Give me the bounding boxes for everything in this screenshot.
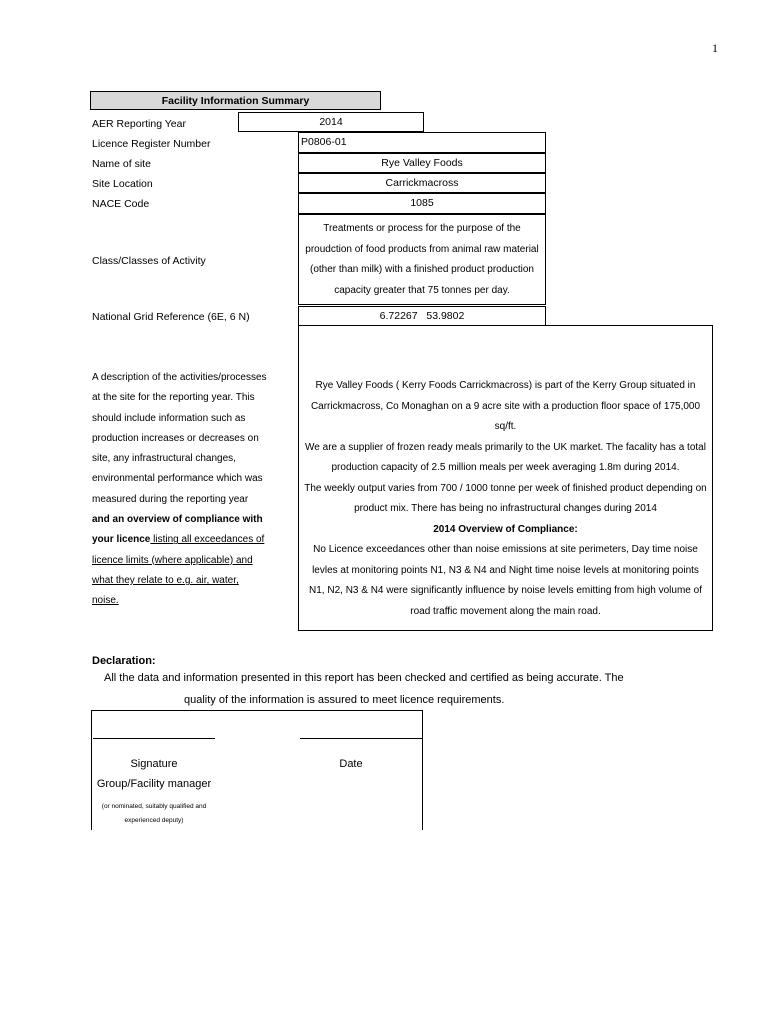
licence-number-value: P0806-01	[298, 132, 546, 153]
site-location-label: Site Location	[92, 178, 153, 190]
description-paragraph-4: No Licence exceedances other than noise emissions at site perimeters, Day time noise levles at monitoring points N1, N3 & N4 and Night time noise levels at monitoring points N1, N2, N3 & N4 were significantly influence by noise levels emitting from high volume of road traffic movement along the main road.	[309, 544, 702, 617]
activity-class-value: Treatments or process for the purpose of the proudction of food products from animal raw material (other than milk) with a finished product production capacity greater that 75 tonnes per day.	[298, 214, 546, 305]
description-paragraph-3: The weekly output varies from 700 / 1000 tonne per week of finished product depending on product mix. There has being no infrastructural changes during 2014	[304, 482, 707, 514]
compliance-heading: 2014 Overview of Compliance:	[433, 523, 578, 535]
declaration-line-2: quality of the information is assured to meet licence requirements.	[184, 694, 505, 706]
description-paragraph-2: We are a supplier of frozen ready meals primarily to the UK market. The facality has a total production capacity of 2.5 million meals per week averaging 1.8m during 2014.	[305, 441, 706, 473]
grid-ref-label: National Grid Reference (6E, 6 N)	[92, 311, 250, 323]
aer-year-label: AER Reporting Year	[92, 118, 186, 130]
description-label-bold: and an overview of compliance with your licence	[92, 514, 263, 546]
grid-ref-n: 53.9802	[426, 310, 465, 322]
description-paragraph-1: Rye Valley Foods ( Kerry Foods Carrickmacross) is part of the Kerry Group situated in Carrickmacross, Co Monaghan on a 9 acre site with a production floor space of 175,000 sq/ft.	[310, 380, 701, 432]
nace-code-value: 1085	[298, 193, 546, 214]
date-line	[300, 738, 422, 739]
role-label: Group/Facility manager	[96, 778, 212, 790]
grid-ref-e: 6.72267	[379, 310, 418, 322]
signature-line	[93, 738, 215, 739]
grid-ref-value	[298, 306, 546, 326]
deputy-note-1: (or nominated, suitably qualified and	[101, 803, 207, 810]
deputy-note-2: experienced deputy)	[124, 817, 184, 824]
site-location-value: Carrickmacross	[298, 173, 546, 193]
description-label-text: A description of the activities/processes at the site for the reporting year. This should include information such as production increases or decreases on site, any infrastructural changes, environmental performance which was measured during the reporting year	[92, 372, 267, 505]
site-name-value: Rye Valley Foods	[298, 153, 546, 173]
site-name-label: Name of site	[92, 158, 151, 170]
signature-label: Signature	[130, 758, 178, 770]
aer-year-value: 2014	[238, 112, 424, 132]
date-label: Date	[339, 758, 363, 770]
page-title: Facility Information Summary	[90, 91, 381, 110]
declaration-line-1: All the data and information presented in this report has been checked and certified as being accurate. The	[104, 672, 624, 684]
page-number: 1	[712, 41, 718, 55]
nace-code-label: NACE Code	[92, 198, 150, 210]
description-label-underline: listing all exceedances of licence limits (where applicable) and what they relate to e.g. air, water, noise.	[92, 534, 265, 607]
description-label	[92, 368, 267, 612]
licence-number-label: Licence Register Number	[92, 138, 211, 150]
declaration-title: Declaration:	[92, 655, 156, 667]
description-box	[298, 325, 713, 631]
activity-class-label: Class/Classes of Activity	[92, 255, 206, 267]
